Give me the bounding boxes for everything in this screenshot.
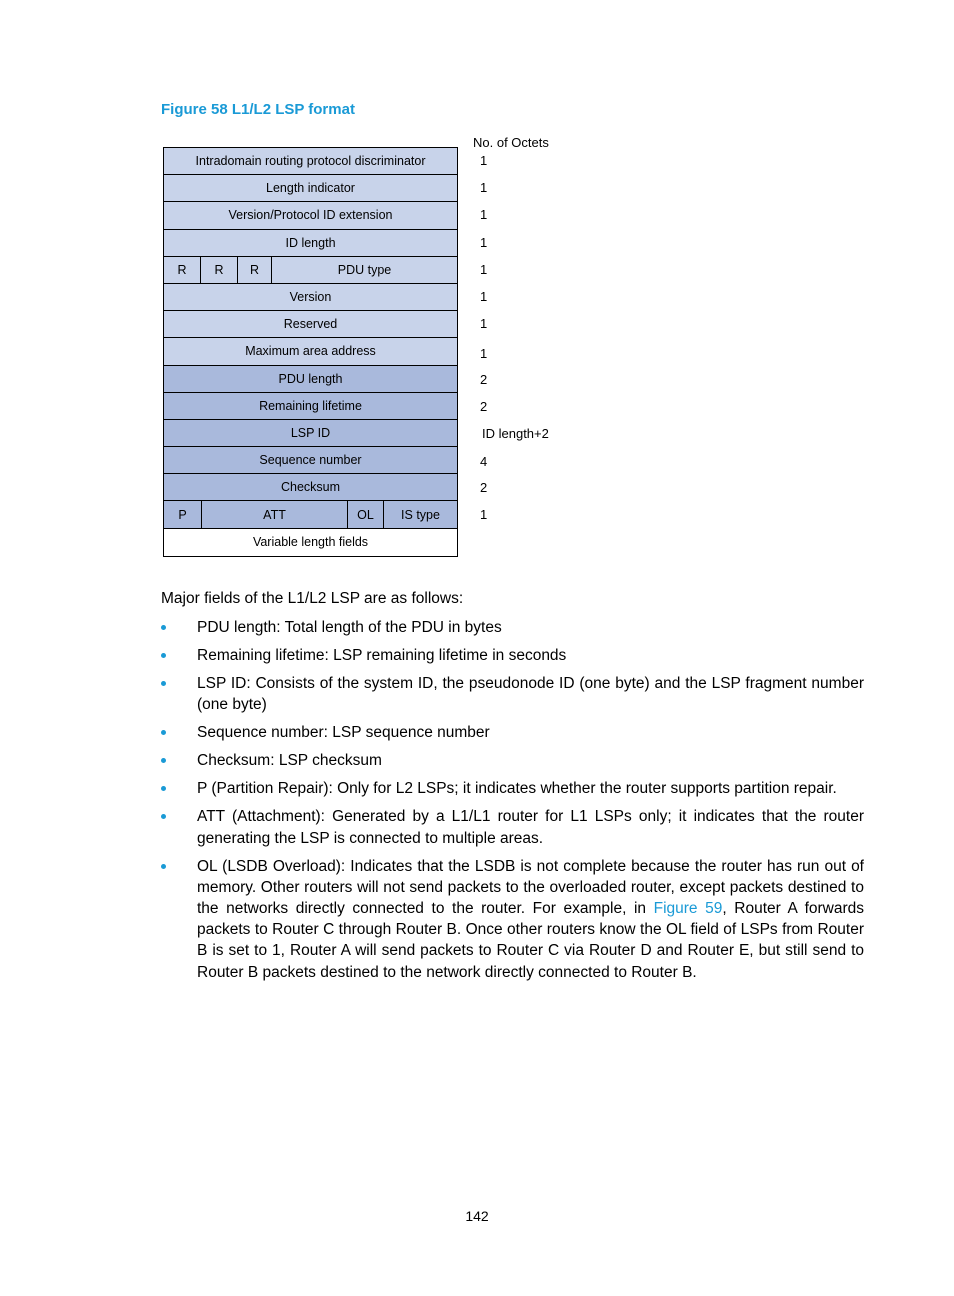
- field-version: Version: [289, 290, 332, 305]
- list-item-text: P (Partition Repair): Only for L2 LSPs; it indicates whether the router supports partition repair.: [197, 780, 837, 798]
- page-number: 142: [465, 1208, 489, 1224]
- field-pdu-type: PDU type: [271, 257, 457, 283]
- field-r-2: R: [200, 257, 237, 283]
- table-row: [164, 338, 457, 365]
- octet-count: 2: [480, 372, 488, 387]
- field-reserved: Reserved: [283, 317, 338, 332]
- octet-count: 1: [480, 235, 488, 250]
- field-r-3: R: [237, 257, 271, 283]
- octet-count: 1: [480, 207, 488, 222]
- octet-count: 1: [480, 262, 488, 277]
- figure-title: Figure 58 L1/L2 LSP format: [161, 101, 355, 118]
- table-row: [164, 202, 457, 229]
- table-row: [164, 447, 457, 474]
- field-ol: OL: [347, 501, 383, 527]
- field-r-1: R: [177, 262, 187, 277]
- list-item: [161, 806, 864, 848]
- field-length-indicator: Length indicator: [266, 181, 355, 196]
- body-text: [161, 588, 864, 990]
- bullet-icon: [161, 681, 166, 686]
- octet-count: 1: [480, 507, 488, 522]
- list-item: [161, 778, 864, 799]
- field-att: ATT: [201, 501, 347, 527]
- field-variable-length: Variable length fields: [252, 535, 369, 550]
- list-item: [161, 673, 864, 715]
- field-id-length: ID length: [285, 235, 336, 250]
- list-item-text: LSP ID: Consists of the system ID, the pseudonode ID (one byte) and the LSP fragment number (one byte): [197, 675, 864, 714]
- bullet-icon: [161, 730, 166, 735]
- field-list: [161, 617, 864, 983]
- list-item: [161, 722, 864, 743]
- table-row: [164, 501, 457, 528]
- table-row: [164, 257, 457, 284]
- table-row: [164, 148, 457, 175]
- figure-59-link[interactable]: Figure 59: [653, 900, 723, 918]
- bullet-icon: [161, 653, 166, 658]
- table-row: [164, 230, 457, 257]
- list-item-text: Sequence number: LSP sequence number: [197, 724, 490, 742]
- octet-count: ID length+2: [482, 426, 549, 441]
- list-item-text: OL (LSDB Overload): Indicates that the LSDB is not complete because the router has run out of memory. Other routers will not send packets to the overloaded router, except packets destined to the networks directly connected to the router. For example, in: [197, 857, 864, 918]
- bullet-icon: [161, 814, 166, 819]
- table-row: [164, 311, 457, 338]
- field-is-type: IS type: [383, 501, 457, 527]
- field-lsp-id: LSP ID: [290, 425, 331, 440]
- list-item: [161, 750, 864, 771]
- table-row: [164, 420, 457, 447]
- field-pdu-length: PDU length: [278, 371, 343, 386]
- table-row: [164, 529, 457, 557]
- list-item-text: , Router A forwards packets to Router C through Router B. Once other routers know the OL field of LSPs from Router B is set to 1, Router A will send packets to Router C via Router D and Router E, but still send to Router B packets destined to the network directly connected to Router B.: [197, 900, 865, 981]
- list-item-text: Remaining lifetime: LSP remaining lifetime in seconds: [197, 647, 567, 665]
- field-discriminator: Intradomain routing protocol discriminator: [195, 154, 426, 169]
- list-item: [161, 617, 864, 638]
- intro-paragraph: Major fields of the L1/L2 LSP are as follows:: [161, 590, 464, 607]
- table-row: [164, 284, 457, 311]
- octet-count: 1: [480, 316, 488, 331]
- field-sequence-number: Sequence number: [259, 453, 362, 468]
- octet-count: 1: [480, 180, 488, 195]
- table-row: [164, 366, 457, 393]
- list-item-text: PDU length: Total length of the PDU in bytes: [197, 619, 502, 637]
- bullet-icon: [161, 864, 166, 869]
- table-row: [164, 175, 457, 202]
- list-item: [161, 645, 864, 666]
- octets-header: No. of Octets: [473, 135, 549, 150]
- octet-count: 4: [480, 454, 488, 469]
- list-item-text: Checksum: LSP checksum: [197, 752, 382, 770]
- field-checksum: Checksum: [280, 480, 341, 495]
- octet-count: 2: [480, 399, 488, 414]
- field-max-area-address: Maximum area address: [245, 344, 376, 359]
- bullet-icon: [161, 786, 166, 791]
- octet-count: 1: [480, 289, 488, 304]
- table-row: [164, 393, 457, 420]
- bullet-icon: [161, 758, 166, 763]
- octet-count: 2: [480, 480, 488, 495]
- octet-count: 1: [480, 153, 488, 168]
- bullet-icon: [161, 625, 166, 630]
- list-item-text: ATT (Attachment): Generated by a L1/L1 router for L1 LSPs only; it indicates that the router generating the LSP is connected to multiple areas.: [197, 808, 864, 847]
- field-p: P: [178, 507, 187, 522]
- list-item: [161, 856, 864, 983]
- lsp-format-table: [163, 147, 458, 557]
- table-row: [164, 474, 457, 501]
- field-remaining-lifetime: Remaining lifetime: [259, 398, 362, 413]
- octet-count: 1: [480, 346, 488, 361]
- field-version-protocol-ext: Version/Protocol ID extension: [228, 208, 393, 223]
